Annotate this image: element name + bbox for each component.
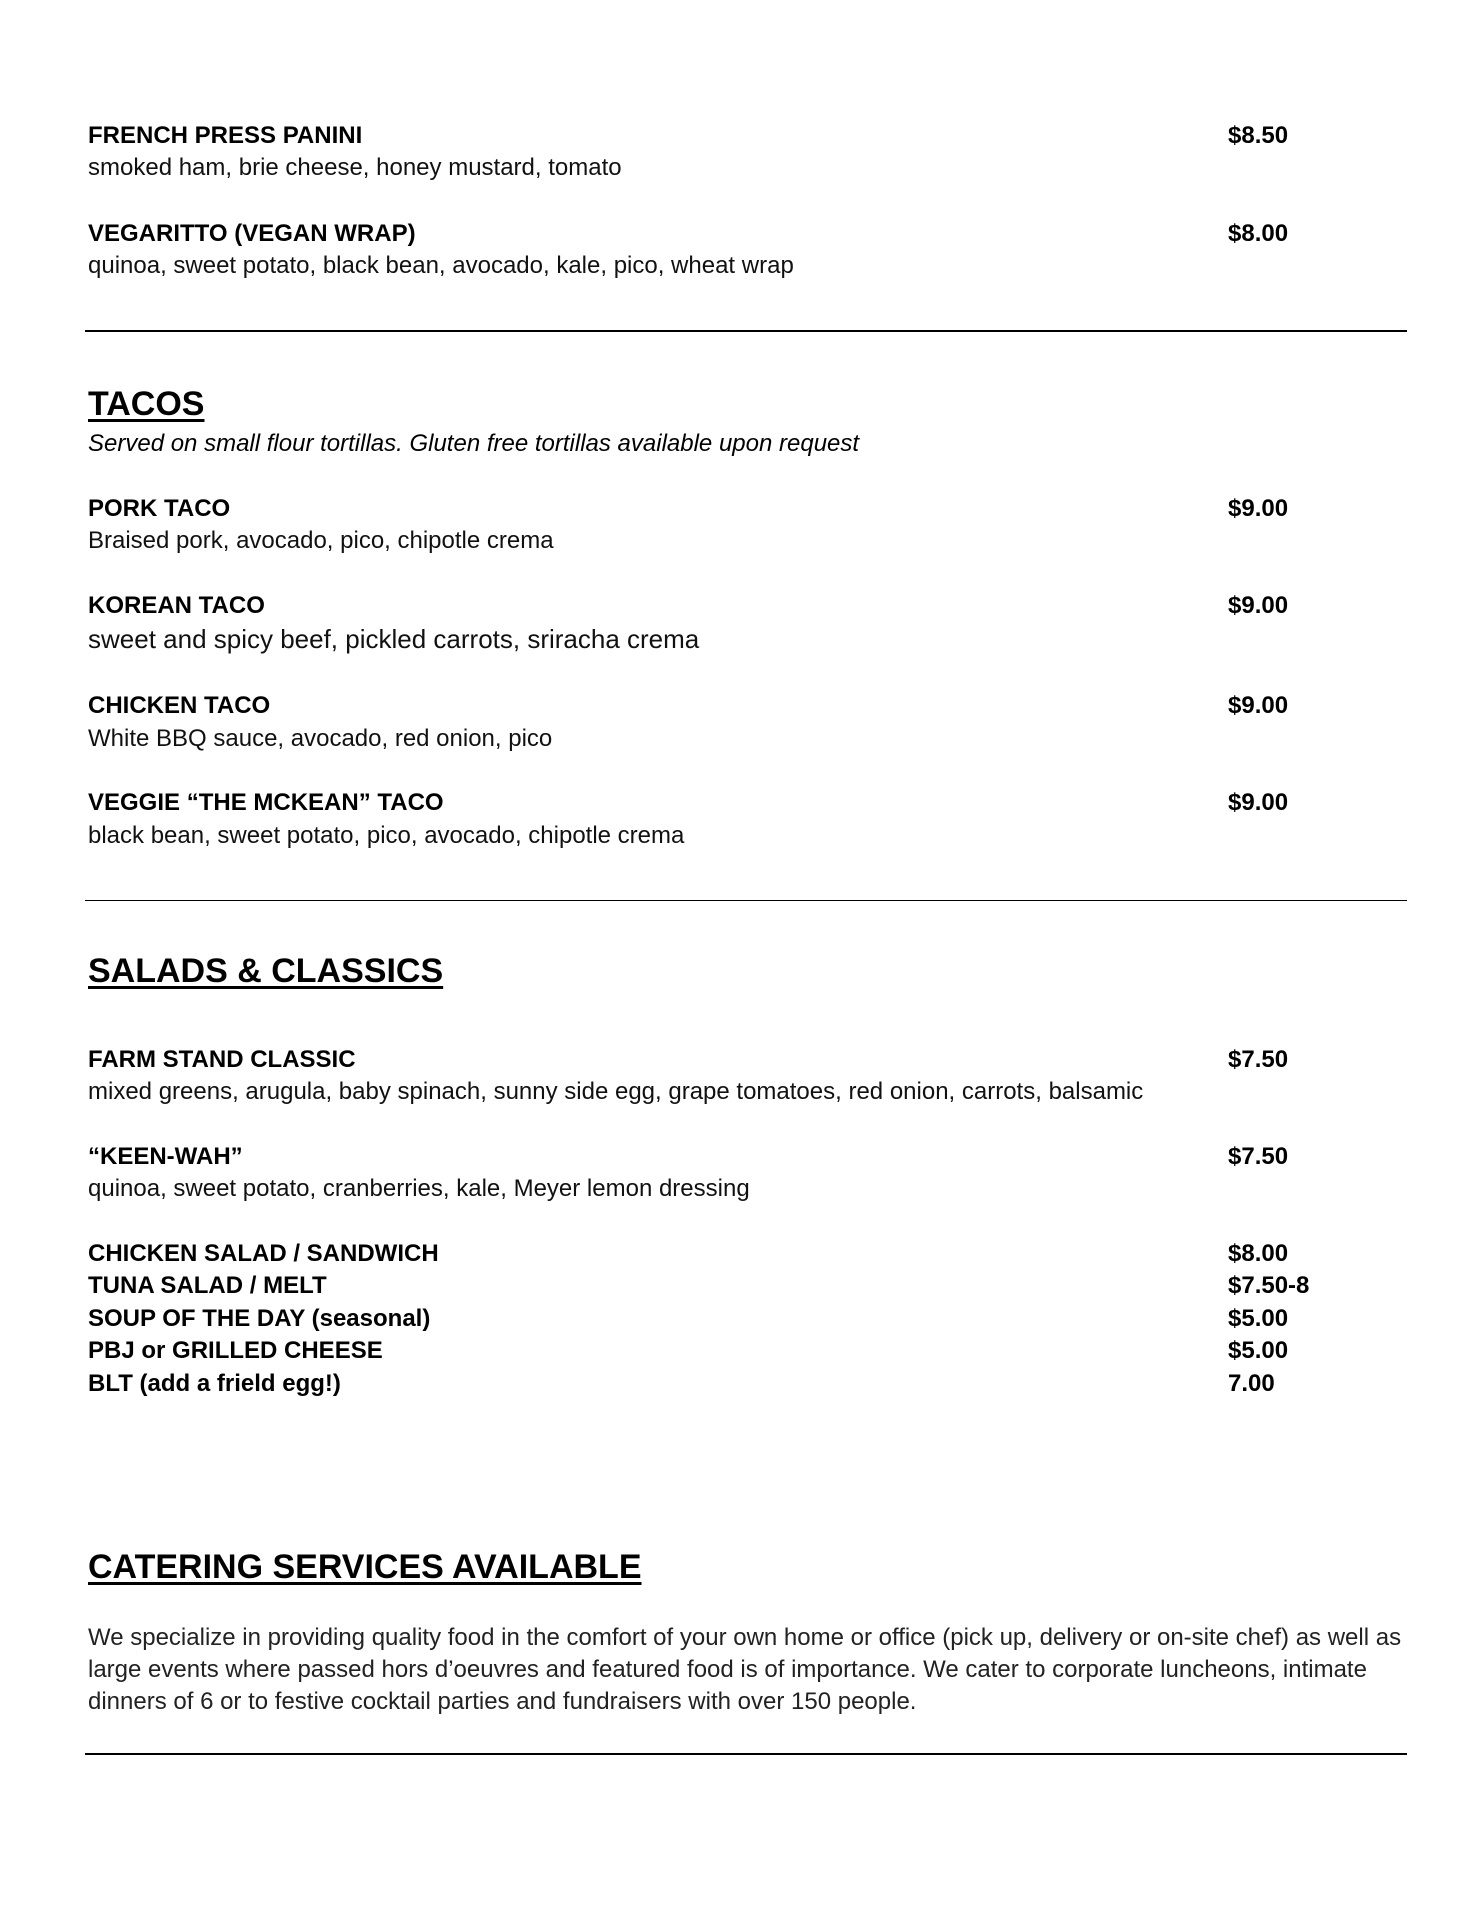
section-title-tacos: TACOS <box>88 385 205 423</box>
menu-item-description: White BBQ sauce, avocado, red onion, pico <box>88 725 553 752</box>
menu-item-description: black bean, sweet potato, pico, avocado, chipotle crema <box>88 822 685 849</box>
menu-item-name: PORK TACO <box>88 495 231 522</box>
menu-item-name: VEGGIE “THE MCKEAN” TACO <box>88 789 444 816</box>
menu-item-price: $9.00 <box>1228 495 1289 522</box>
menu-item-name: FARM STAND CLASSIC <box>88 1046 356 1073</box>
menu-item-description: quinoa, sweet potato, black bean, avocado, kale, pico, wheat wrap <box>88 252 794 279</box>
classic-item-price: $7.50-8 <box>1228 1272 1310 1299</box>
classic-item-name: BLT (add a frield egg!) <box>88 1370 341 1397</box>
classic-item-name: TUNA SALAD / MELT <box>88 1272 327 1299</box>
menu-item-price: $7.50 <box>1228 1143 1289 1170</box>
section-title-salads: SALADS & CLASSICS <box>88 952 444 990</box>
menu-item-name: VEGARITTO (VEGAN WRAP) <box>88 220 416 247</box>
section-divider <box>85 330 1407 332</box>
menu-item-name: “KEEN-WAH” <box>88 1143 243 1170</box>
menu-item-name: KOREAN TACO <box>88 592 265 619</box>
menu-item-name: FRENCH PRESS PANINI <box>88 122 363 149</box>
classic-item-price: $5.00 <box>1228 1337 1289 1364</box>
menu-item-price: $9.00 <box>1228 789 1289 816</box>
classic-item-price: $5.00 <box>1228 1305 1289 1332</box>
menu-item-description: mixed greens, arugula, baby spinach, sunny side egg, grape tomatoes, red onion, carrots, balsamic <box>88 1078 1144 1105</box>
classic-item-name: SOUP OF THE DAY (seasonal) <box>88 1305 431 1332</box>
menu-item-price: $7.50 <box>1228 1046 1289 1073</box>
section-title-catering: CATERING SERVICES AVAILABLE <box>88 1548 642 1586</box>
section-note-tacos: Served on small flour tortillas. Gluten free tortillas available upon request <box>88 430 860 457</box>
menu-item-description: sweet and spicy beef, pickled carrots, sriracha crema <box>88 624 700 654</box>
menu-item-price: $8.50 <box>1228 122 1289 149</box>
classic-item-price: $8.00 <box>1228 1240 1289 1267</box>
menu-item-description: smoked ham, brie cheese, honey mustard, tomato <box>88 154 622 181</box>
classic-item-name: CHICKEN SALAD / SANDWICH <box>88 1240 439 1267</box>
menu-item-name: CHICKEN TACO <box>88 692 271 719</box>
menu-item-description: Braised pork, avocado, pico, chipotle crema <box>88 527 554 554</box>
section-divider <box>85 900 1407 901</box>
section-divider <box>85 1753 1407 1755</box>
menu-item-price: $9.00 <box>1228 592 1289 619</box>
classic-item-name: PBJ or GRILLED CHEESE <box>88 1337 383 1364</box>
menu-item-price: $8.00 <box>1228 220 1289 247</box>
classic-item-price: 7.00 <box>1228 1370 1275 1397</box>
catering-description: We specialize in providing quality food in the comfort of your own home or office (pick up, delivery or on-site chef) as well as large events where passed hors d’oeuvres and featured food is of importance. We cater to corporate luncheons, intimate dinners of 6 or to festive cocktail parties and fundraisers with over 150 people. <box>88 1624 1402 1715</box>
menu-item-description: quinoa, sweet potato, cranberries, kale, Meyer lemon dressing <box>88 1175 750 1202</box>
menu-item-price: $9.00 <box>1228 692 1289 719</box>
